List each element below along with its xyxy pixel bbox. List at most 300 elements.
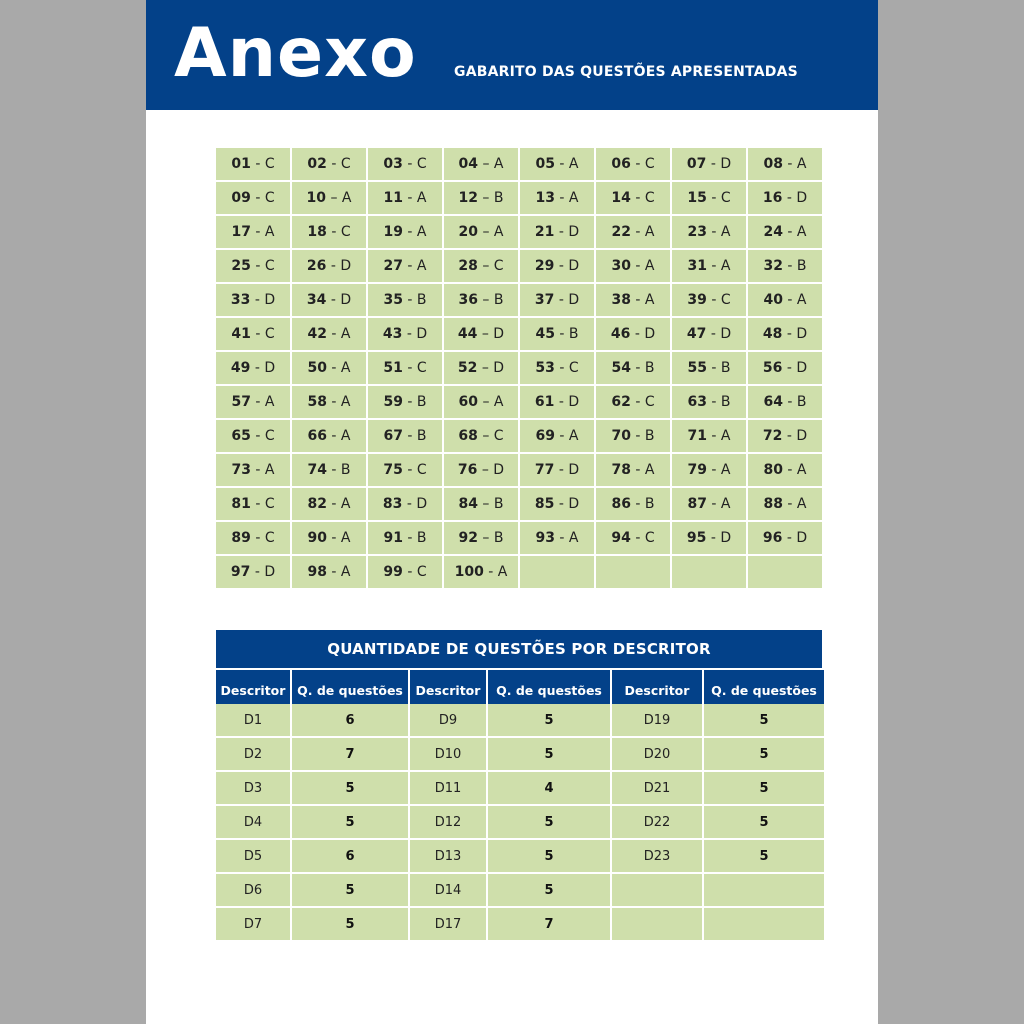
answer-separator: - [402, 360, 417, 376]
answer-letter: D [568, 394, 580, 410]
answer-letter: C [416, 564, 427, 580]
answer-letter: A [416, 258, 427, 274]
answer-separator: - [706, 224, 721, 240]
answer-letter: A [264, 394, 275, 410]
answer-letter: A [644, 462, 655, 478]
answer-cell [520, 250, 594, 282]
answer-letter: D [644, 326, 656, 342]
answer-letter: D [720, 156, 732, 172]
question-number: 78 [611, 462, 631, 478]
question-number: 08 [763, 156, 783, 172]
answer-separator: - [326, 564, 341, 580]
answer-letter: A [340, 428, 351, 444]
answer-cell [216, 488, 290, 520]
answer-separator: - [326, 428, 341, 444]
question-count-cell: 5 [292, 772, 408, 804]
answer-cell [596, 352, 670, 384]
answer-separator: - [483, 564, 498, 580]
question-number: 40 [763, 292, 783, 308]
answer-separator: - [326, 292, 341, 308]
answer-separator: - [250, 462, 265, 478]
answer-letter: B [644, 428, 655, 444]
answer-separator: - [706, 258, 721, 274]
answer-cell [292, 352, 366, 384]
answer-cell [292, 386, 366, 418]
answer-separator: - [706, 326, 721, 342]
answer-letter: D [720, 530, 732, 546]
answer-separator: - [630, 530, 645, 546]
question-number: 75 [383, 462, 403, 478]
answer-separator: - [326, 156, 341, 172]
answer-letter: A [340, 496, 351, 512]
descriptor-table-grid [216, 670, 822, 940]
answer-separator: – [477, 190, 494, 206]
answer-cell [748, 488, 822, 520]
answer-cell [292, 556, 366, 588]
answer-letter: D [568, 258, 580, 274]
answer-separator: - [402, 292, 417, 308]
answer-separator: - [250, 224, 265, 240]
question-number: 94 [611, 530, 631, 546]
descriptor-cell: D5 [216, 840, 290, 872]
answer-letter: A [796, 224, 807, 240]
answer-letter: D [796, 428, 808, 444]
answer-cell [520, 352, 594, 384]
answer-letter: B [493, 292, 504, 308]
answer-letter: C [720, 190, 731, 206]
question-number: 52 [457, 360, 478, 376]
answer-cell [672, 318, 746, 350]
answer-separator: - [326, 462, 341, 478]
answer-separator: - [554, 394, 569, 410]
answer-separator: - [402, 190, 417, 206]
answer-cell [672, 216, 746, 248]
answer-letter: A [340, 530, 351, 546]
answer-cell [444, 148, 518, 180]
document-page [146, 0, 878, 1024]
answer-cell [748, 182, 822, 214]
answer-letter: D [796, 360, 808, 376]
question-number: 70 [611, 428, 631, 444]
question-count-cell: 5 [488, 806, 610, 838]
answer-cell [368, 216, 442, 248]
answer-cell [748, 352, 822, 384]
answer-separator: - [782, 326, 797, 342]
question-count-cell: 4 [488, 772, 610, 804]
question-number: 26 [306, 258, 327, 274]
question-number: 81 [231, 496, 251, 512]
question-number: 41 [231, 326, 251, 342]
answer-separator: - [782, 224, 797, 240]
answer-separator: - [706, 530, 721, 546]
answer-cell [444, 250, 518, 282]
answer-letter: A [264, 224, 275, 240]
question-number: 45 [535, 326, 555, 342]
answer-cell [216, 318, 290, 350]
question-number: 87 [687, 496, 707, 512]
answer-cell [672, 488, 746, 520]
answer-cell [748, 522, 822, 554]
answer-cell [292, 488, 366, 520]
answer-letter: A [796, 156, 807, 172]
descriptor-cell: D4 [216, 806, 290, 838]
answer-separator: - [554, 530, 569, 546]
answer-letter: C [264, 190, 275, 206]
answer-separator: - [402, 496, 417, 512]
descriptor-cell [612, 874, 702, 906]
question-number: 01 [231, 156, 251, 172]
question-count-cell: 5 [704, 704, 824, 736]
question-number: 91 [383, 530, 403, 546]
question-number: 98 [307, 564, 327, 580]
question-number: 51 [383, 360, 403, 376]
answer-letter: B [720, 360, 731, 376]
answer-letter: B [796, 258, 807, 274]
answer-cell [520, 386, 594, 418]
answer-cell [368, 182, 442, 214]
answer-cell [596, 386, 670, 418]
page-header [146, 0, 878, 110]
descriptor-cell: D12 [410, 806, 486, 838]
answer-separator: - [630, 462, 645, 478]
answer-cell [520, 182, 594, 214]
answer-cell [368, 556, 442, 588]
answer-separator: - [250, 258, 265, 274]
descriptor-cell: D14 [410, 874, 486, 906]
answer-letter: A [796, 462, 807, 478]
answer-cell [444, 420, 518, 452]
question-number: 73 [231, 462, 251, 478]
answer-separator: – [477, 462, 494, 478]
answer-cell [368, 386, 442, 418]
descriptor-table-title: QUANTIDADE DE QUESTÕES POR DESCRITOR [216, 630, 822, 668]
answer-cell [292, 284, 366, 316]
question-count-cell: 5 [292, 806, 408, 838]
question-number: 67 [383, 428, 403, 444]
answer-separator: - [782, 190, 797, 206]
question-number: 32 [763, 258, 783, 274]
answer-letter: C [416, 156, 427, 172]
answer-cell [216, 182, 290, 214]
answer-letter: A [720, 462, 731, 478]
question-number: 57 [231, 394, 251, 410]
question-number: 66 [307, 428, 327, 444]
column-header-descriptor: Descritor [410, 670, 486, 710]
descriptor-cell: D13 [410, 840, 486, 872]
answer-separator: - [250, 292, 265, 308]
answer-cell [748, 454, 822, 486]
question-number: 65 [231, 428, 251, 444]
question-number: 14 [611, 190, 631, 206]
answer-cell [748, 284, 822, 316]
answer-separator: - [706, 428, 721, 444]
answer-separator: - [402, 258, 417, 274]
answer-separator: - [402, 428, 417, 444]
answer-separator: - [706, 496, 721, 512]
answer-letter: A [644, 258, 655, 274]
answer-cell [444, 284, 518, 316]
answer-separator: - [782, 462, 797, 478]
descriptor-cell [612, 908, 702, 940]
question-number: 95 [686, 530, 707, 546]
answer-cell [292, 148, 366, 180]
answer-letter: D [264, 564, 276, 580]
question-count-cell: 6 [292, 840, 408, 872]
question-number: 99 [383, 564, 403, 580]
answer-letter: B [796, 394, 807, 410]
question-number: 04 [458, 156, 478, 172]
answer-cell [748, 250, 822, 282]
question-number: 64 [763, 394, 783, 410]
answer-cell [368, 250, 442, 282]
descriptor-cell: D9 [410, 704, 486, 736]
question-number: 11 [383, 190, 403, 206]
question-number: 49 [230, 360, 251, 376]
answer-separator: - [630, 326, 645, 342]
answer-cell [292, 216, 366, 248]
answer-separator: - [402, 394, 417, 410]
question-number: 89 [231, 530, 251, 546]
answer-separator: - [326, 530, 341, 546]
question-number: 30 [611, 258, 631, 274]
question-number: 68 [458, 428, 478, 444]
question-number: 28 [458, 258, 478, 274]
answer-letter: C [264, 530, 275, 546]
question-number: 38 [611, 292, 631, 308]
answer-cell [672, 352, 746, 384]
question-count-cell: 5 [704, 806, 824, 838]
answer-cell [520, 522, 594, 554]
question-number: 25 [231, 258, 251, 274]
answer-cell [596, 454, 670, 486]
answer-letter: A [568, 428, 579, 444]
answer-cell [292, 318, 366, 350]
answer-separator: – [478, 224, 494, 240]
answer-cell [216, 216, 290, 248]
answer-letter: D [568, 496, 580, 512]
question-number: 15 [687, 190, 707, 206]
answer-separator: - [554, 190, 569, 206]
answer-letter: B [568, 326, 579, 342]
question-number: 80 [763, 462, 783, 478]
question-number: 46 [610, 326, 631, 342]
question-number: 69 [535, 428, 555, 444]
answer-letter: A [644, 224, 655, 240]
answer-letter: A [796, 496, 807, 512]
answer-letter: C [264, 156, 275, 172]
answer-separator: - [554, 258, 569, 274]
question-number: 47 [686, 326, 707, 342]
question-number: 60 [458, 394, 478, 410]
answer-letter: B [493, 530, 504, 546]
answer-separator: - [706, 360, 721, 376]
answer-separator: - [402, 326, 417, 342]
answer-letter: C [644, 530, 655, 546]
question-number: 06 [611, 156, 631, 172]
question-number: 37 [534, 292, 555, 308]
descriptor-cell: D20 [612, 738, 702, 770]
answer-separator: - [326, 360, 341, 376]
answer-separator: - [250, 428, 265, 444]
answer-cell [216, 522, 290, 554]
question-number: 31 [687, 258, 707, 274]
column-header-count: Q. de questões [488, 670, 610, 710]
answer-separator: - [402, 156, 417, 172]
answer-letter: A [340, 394, 351, 410]
answer-separator: - [782, 428, 797, 444]
answer-letter: D [493, 462, 505, 478]
answer-separator: - [630, 224, 645, 240]
answer-cell [748, 318, 822, 350]
question-count-cell: 5 [488, 840, 610, 872]
page-title: Anexo [174, 14, 417, 93]
answer-separator: - [554, 326, 569, 342]
answer-letter: D [264, 292, 276, 308]
answer-cell [216, 352, 290, 384]
answer-letter: D [416, 326, 428, 342]
answer-cell [368, 522, 442, 554]
question-count-cell [704, 908, 824, 940]
question-number: 97 [230, 564, 251, 580]
answer-separator: - [554, 360, 569, 376]
answer-cell [672, 556, 746, 588]
answer-letter: C [340, 156, 351, 172]
descriptor-cell: D7 [216, 908, 290, 940]
answer-cell [520, 454, 594, 486]
question-number: 19 [383, 224, 403, 240]
answer-letter: A [493, 394, 504, 410]
answer-letter: A [720, 428, 731, 444]
answer-letter: B [720, 394, 731, 410]
answer-cell [292, 522, 366, 554]
answer-separator: - [630, 156, 645, 172]
answer-cell [444, 352, 518, 384]
answer-letter: C [264, 428, 275, 444]
answer-cell [520, 284, 594, 316]
answer-separator: - [250, 394, 265, 410]
answer-cell [520, 216, 594, 248]
answer-cell [596, 182, 670, 214]
answer-separator: - [326, 224, 341, 240]
question-number: 85 [534, 496, 555, 512]
question-number: 12 [458, 190, 478, 206]
answer-letter: A [497, 564, 508, 580]
answer-cell [216, 556, 290, 588]
answer-letter: A [416, 190, 427, 206]
question-number: 20 [458, 224, 478, 240]
answer-cell [672, 250, 746, 282]
answer-letter: C [416, 462, 427, 478]
question-number: 79 [687, 462, 707, 478]
answer-letter: B [493, 496, 504, 512]
question-number: 55 [687, 360, 707, 376]
answer-cell [444, 318, 518, 350]
answer-letter: B [644, 496, 655, 512]
answer-cell [596, 488, 670, 520]
answer-separator: - [554, 156, 569, 172]
answer-separator: – [478, 156, 494, 172]
question-number: 84 [458, 496, 478, 512]
answer-letter: B [493, 190, 504, 206]
answer-separator: - [554, 496, 569, 512]
descriptor-cell: D2 [216, 738, 290, 770]
answer-letter: B [416, 394, 427, 410]
answer-cell [444, 182, 518, 214]
question-number: 82 [307, 496, 327, 512]
answer-cell [444, 216, 518, 248]
question-count-cell: 5 [704, 772, 824, 804]
answer-separator: - [554, 292, 569, 308]
question-number: 42 [307, 326, 327, 342]
question-number: 44 [457, 326, 478, 342]
descriptor-cell: D21 [612, 772, 702, 804]
answer-letter: B [416, 428, 427, 444]
question-number: 13 [535, 190, 555, 206]
question-number: 59 [383, 394, 403, 410]
answer-key-grid [216, 148, 822, 588]
answer-letter: D [568, 292, 580, 308]
answer-separator: - [782, 292, 797, 308]
answer-separator: - [630, 394, 645, 410]
answer-letter: C [644, 190, 655, 206]
answer-cell [520, 488, 594, 520]
answer-separator: - [250, 496, 265, 512]
answer-cell [216, 250, 290, 282]
answer-letter: D [796, 190, 808, 206]
question-number: 02 [307, 156, 327, 172]
question-number: 23 [687, 224, 707, 240]
column-header-count: Q. de questões [704, 670, 824, 710]
answer-separator: - [630, 258, 645, 274]
question-number: 24 [763, 224, 783, 240]
answer-letter: A [264, 462, 275, 478]
question-number: 34 [306, 292, 327, 308]
answer-letter: D [264, 360, 276, 376]
question-number: 83 [382, 496, 403, 512]
descriptor-cell: D23 [612, 840, 702, 872]
question-number: 63 [687, 394, 707, 410]
answer-separator: – [477, 258, 494, 274]
answer-cell [596, 216, 670, 248]
question-number: 77 [534, 462, 555, 478]
answer-cell [596, 522, 670, 554]
answer-cell [292, 420, 366, 452]
answer-letter: D [340, 292, 352, 308]
answer-separator: - [782, 496, 797, 512]
answer-cell [520, 148, 594, 180]
question-count-cell: 7 [292, 738, 408, 770]
answer-letter: D [568, 224, 580, 240]
question-number: 17 [231, 224, 251, 240]
question-number: 39 [687, 292, 707, 308]
answer-letter: D [796, 326, 808, 342]
answer-cell [596, 318, 670, 350]
column-header-descriptor: Descritor [612, 670, 702, 710]
answer-letter: A [568, 530, 579, 546]
answer-letter: A [568, 156, 579, 172]
answer-letter: D [493, 326, 505, 342]
question-number: 10 [306, 190, 326, 206]
answer-letter: A [340, 564, 351, 580]
answer-letter: B [340, 462, 351, 478]
answer-letter: A [720, 258, 731, 274]
question-number: 56 [762, 360, 783, 376]
answer-letter: A [341, 190, 352, 206]
answer-separator: - [630, 190, 645, 206]
question-number: 48 [762, 326, 783, 342]
answer-letter: C [493, 258, 504, 274]
answer-cell [216, 284, 290, 316]
